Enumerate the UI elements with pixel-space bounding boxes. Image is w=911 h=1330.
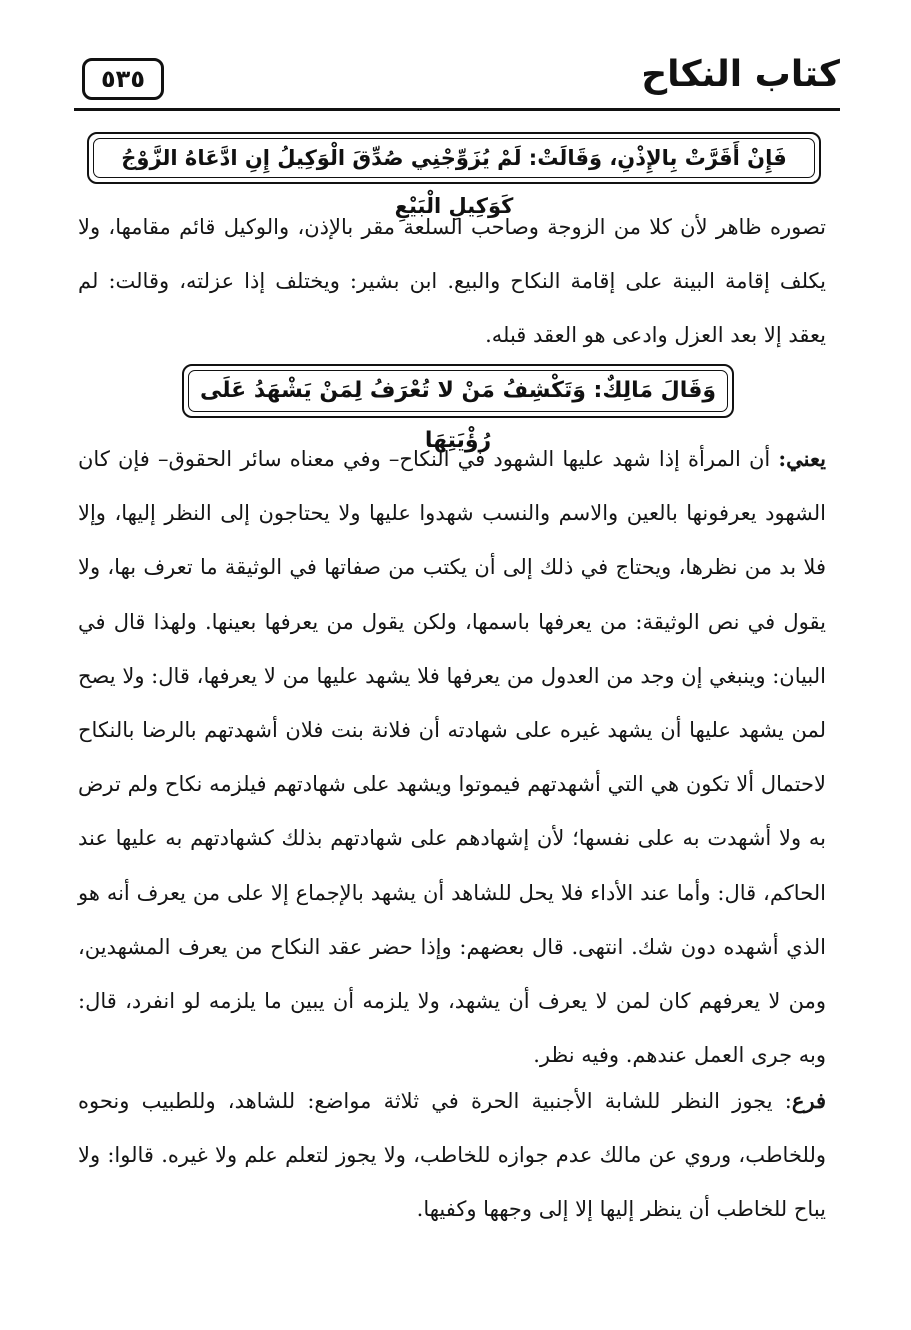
commentary-paragraph-1 bbox=[78, 200, 826, 362]
matn-box-2: وَقَالَ مَالِكٌ: وَتَكْشِفُ مَنْ لا تُعْرَفُ لِمَنْ يَشْهَدُ عَلَى رُؤْيَتِهَا bbox=[182, 364, 734, 418]
paragraph-lead: يعني: bbox=[778, 446, 826, 471]
paragraph-text: أن المرأة إذا شهد عليها الشهود في النكاح– وفي معناه سائر الحقوق– فإن كان الشهود يعرفونها بالعين والاسم والنسب شهدوا عليها ولا يحتاجون إلى النظر إليها، وإلا فلا بد من نظرها، ويحتاج في ذلك إلى أن يكتب من صفاتها في الوثيقة ما تعرف بها، ولا يقول في نص الوثيقة: من يعرفها باسمها، ولكن يقول من يعرفها بعينها. ولهذا قال في البيان: وينبغي إن وجد من العدول من يعرفها فلا يشهد عليها من لا يعرفها، قال: ولا يصح لمن يشهد عليها أن يشهد غيره على شهادته أن فلانة بنت فلان أشهدتهم بالرضا بالنكاح لاحتمال ألا تكون هي التي أشهدتهم فيموتوا ويشهد على شهادتهم فيلزمه نكاح ولم ترض به ولا أشهدت به على نفسها؛ لأن إشهادهم على شهادتهم بذلك كشهادتهم به عليها عند الحاكم، قال: وأما عند الأداء فلا يحل للشاهد أن يشهد بالإجماع إلا على من يعرف أنه هو الذي أشهده دون شك. انتهى. قال بعضهم: وإذا حضر عقد النكاح من يعرف المشهدين، ومن لا يعرفهم كان لمن لا يعرف أن يشهد، ولا يلزمه أن يبين ما يلزمه لو انفرد، قال: وبه جرى العمل عندهم. وفيه نظر. bbox=[78, 447, 826, 1068]
paragraph-text: تصوره ظاهر لأن كلا من الزوجة وصاحب السلعة مقر بالإذن، والوكيل قائم مقامها، ولا يكلف إقامة البينة على إقامة النكاح والبيع. ابن بشير: ويختلف إذا عزلته، وقالت: لم يعقد إلا بعد العزل وادعى هو العقد قبله. bbox=[78, 215, 826, 347]
paragraph-text: : يجوز النظر للشابة الأجنبية الحرة في ثلاثة مواضع: للشاهد، وللطبيب ونحوه وللخاطب، وروي عن مالك عدم جوازه للخاطب، ولا يجوز لتعلم علم ولا غيره. قالوا: ولا يباح للخاطب أن ينظر إليها إلا إلى وجهها وكفيها. bbox=[78, 1089, 826, 1221]
commentary-paragraph-3 bbox=[78, 1074, 826, 1236]
commentary-paragraph-2 bbox=[78, 432, 826, 1082]
matn-box-1: فَإِنْ أَقَرَّتْ بِالإِذْنِ، وَقَالَتْ: لَمْ يُزَوِّجْنِي صُدِّقَ الْوَكِيلُ إِنِ ادَّعَاهُ الزَّوْجُ كَوَكِيلِ الْبَيْعِ bbox=[87, 132, 821, 184]
paragraph-lead: فرع bbox=[791, 1088, 826, 1113]
running-title: كتاب النكاح bbox=[641, 54, 840, 95]
page-number: ٥٣٥ bbox=[82, 58, 164, 100]
header-rule bbox=[74, 108, 840, 111]
page-header bbox=[74, 52, 840, 112]
